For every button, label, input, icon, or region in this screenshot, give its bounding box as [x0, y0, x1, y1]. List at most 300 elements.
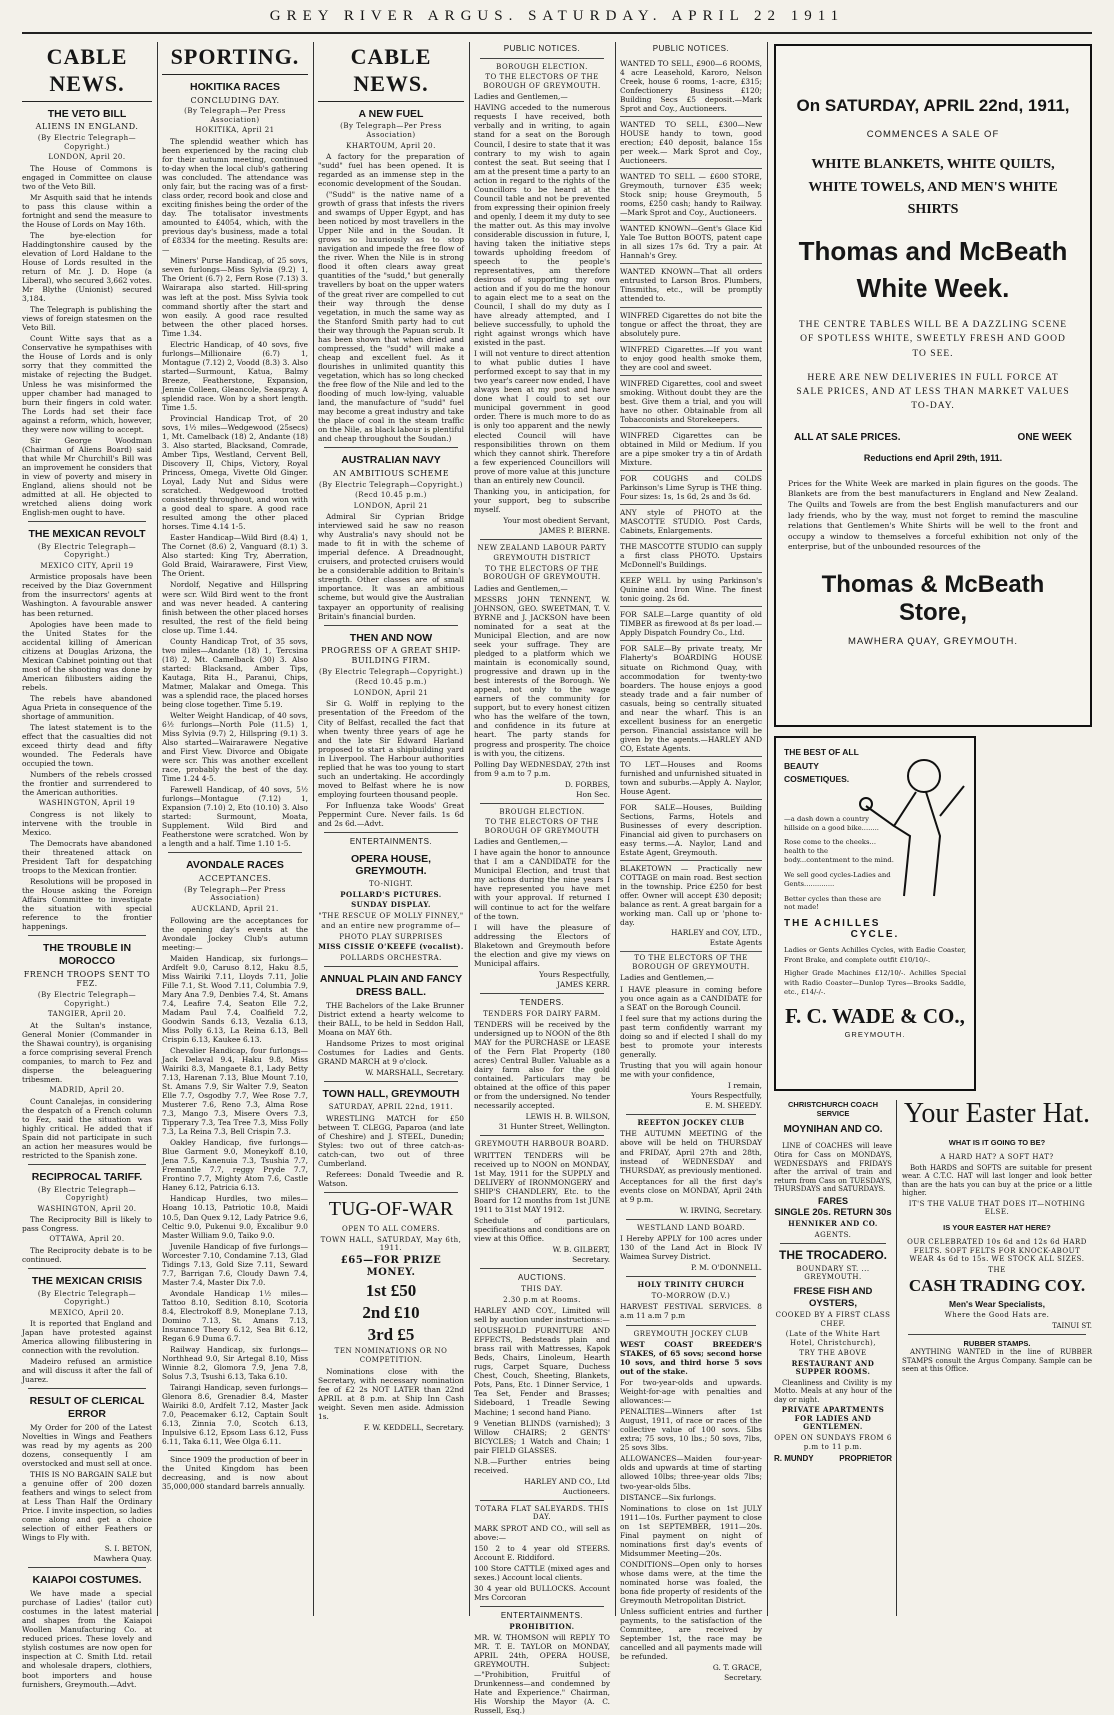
paragraph: Following are the acceptances for the opening day's events at the Avondale Jockey Club's autumn meeting:—	[162, 915, 308, 952]
notice-sub: GREYMOUTH DISTRICT	[493, 554, 591, 563]
paragraph: MARK SPROT AND CO., will sell as above:—	[474, 1523, 610, 1542]
classified-ad: WANTED KNOWN—That all orders entrusted to Larson Bros. Plumbers, Tinsmiths, etc., will be promptly attended to.	[620, 264, 762, 307]
ad-name: Your Easter Hat.	[903, 1098, 1091, 1129]
credit: (By Electric Telegraph—Copyright)	[37, 1185, 137, 1203]
headline: RESULT OF CLERICAL ERROR	[29, 1395, 145, 1421]
ad-line: R. MUNDY	[774, 1454, 814, 1464]
paragraph: Numbers of the rebels crossed the frontier and surrendered to the American authorities.	[22, 770, 152, 798]
classified-ad: WANTED KNOWN—Gent's Glace Kid Yale Toe Button BOOTS, patent cape in all sizes 17s 6d. Try a pair. At Hannah's Grey.	[620, 221, 762, 264]
ad-line: WHAT IS IT GOING TO BE?	[948, 1138, 1046, 1147]
ad-line: and an entire new programme of—	[321, 922, 461, 931]
dateline: OTTAWA, April 20.	[49, 1235, 125, 1244]
paragraph: Polling Day WEDNESDAY, 27th inst from 9 a.m to 7 p.m.	[474, 759, 610, 778]
credit: (By Telegraph—Per Press Association)	[340, 122, 442, 139]
headline: THE MEXICAN CRISIS	[31, 1274, 143, 1287]
credit: (By Electric Telegraph—Copyright.)	[37, 542, 137, 560]
masthead: GREY RIVER ARGUS. SATURDAY. APRIL 22 1911	[269, 8, 845, 24]
paragraph: I HAVE pleasure in coming before you once again as a CANDIDATE for a SEAT on the Borough Council.	[620, 984, 762, 1012]
prize-second: 2nd £10	[362, 1303, 420, 1322]
divider	[480, 1606, 604, 1607]
paragraph: ALLOWANCES—Maiden four-year-olds and upwards at time of starting allowed 10lbs; three-year olds 7lbs; two-year-olds 5lbs.	[620, 1454, 762, 1491]
ad-title-line: COSMETIQUES.	[784, 774, 850, 785]
ad-line: ALL AT SALE PRICES.	[794, 431, 901, 443]
ad-heading: ANNUAL PLAIN AND FANCY DRESS BALL.	[319, 973, 463, 999]
divider	[168, 1450, 302, 1451]
paragraph: Railway Handicap, six furlongs—Northhead 9.0, Sir Artegal 8.10, Miss Winnie 8.2, Glomora 7.9, Jena 7.8, Solus 7.3, Tsushi 6.13, Taka 6.10.	[162, 1344, 308, 1382]
paragraph: N.B.—Further entries being received.	[474, 1456, 610, 1475]
paragraph: Oakley Handicap, five furlongs—Blue Garment 9.0, Moneykoff 8.10, Jena 7.5, Kanenuia 7.3, Tsushia 7.7, Fremantle 7.7, reggy Pryde 7.7, Frontino 7.7, Mighty Atom 7.6, Castle Haney 6.12, Patricia 6.13.	[162, 1138, 308, 1193]
classified-ad: WANTED TO SELL, £300—New HOUSE handy to town, good erection; £40 deposit, balance 15s per week.— Mark Sprot and Coy., Auctioneers.	[620, 117, 762, 169]
headline: AVONDALE RACES	[186, 859, 284, 872]
ad-name: MOYNIHAN AND CO.	[783, 1124, 883, 1136]
column-public-notices-1	[474, 42, 611, 1715]
signature: Hon Sec.	[576, 789, 610, 799]
notice-title: BOROUGH ELECTION.	[496, 62, 588, 71]
ad-line: Men's Wear Specialists,	[949, 1298, 1045, 1309]
paragraph: HARVEST FESTIVAL SERVICES. 8 a.m 11 a.m 7 p.m	[620, 1302, 762, 1321]
divider	[780, 1243, 886, 1244]
headline: AUSTRALIAN NAVY	[341, 454, 441, 467]
ad-line: TOWN HALL, SATURDAY, May 6th, 1911.	[320, 1235, 462, 1253]
received: (Recd 10.45 p.m.)	[355, 678, 427, 687]
paragraph: Referees: Donald Tweedie and R. Watson.	[318, 1169, 464, 1188]
ad-title-line: BEAUTY	[784, 760, 819, 771]
paragraph: Ladies and Gentlemen,—	[474, 92, 568, 102]
divider	[28, 1567, 146, 1568]
ad-store-name: Thomas & McBeath Store,	[821, 571, 1045, 627]
ad-line: Higher Grade Machines £12/10/-. Achilles Special with Radio Coaster—Dunlop Tyres—Brooks Saddle, etc., £14/-/-.	[784, 969, 966, 997]
column-rule	[767, 42, 768, 1616]
headline: HOKITIKA RACES	[189, 80, 281, 93]
subheadline: CONCLUDING DAY.	[190, 95, 280, 105]
notice-title: HOLY TRINITY CHURCH	[637, 1280, 745, 1290]
paragraph: WRESTLING MATCH for £50 between T. CLEGG, Paparoa (and late of Cheshire) and J. STEEL, Dunedin; Styles: two out of three catch-as-catch-can, two out of three Cumberland.	[318, 1113, 464, 1168]
divider	[28, 1164, 146, 1165]
notice-title: WESTLAND LAND BOARD.	[636, 1223, 746, 1232]
ad-brand-line: CYCLE.	[850, 929, 900, 941]
ad-line: TEN NOMINATIONS OR NO COMPETITION.	[334, 1347, 448, 1364]
ad-line: Better cycles than these are not made!	[784, 894, 882, 912]
ad-line: HERE ARE NEW DELIVERIES IN FULL FORCE AT SALE PRICES, AND AT LESS THAN MARKET VALUES TO-DAY.	[796, 372, 1070, 412]
paragraph: We have made a special purchase of Ladies' (tailor cut) costumes in the latest material and shapes from the Kaiapoi Woollen Manufacturing Co. at reduced prices. These lovely and stylish costumes are now open for inspection at C. Smith Ltd. retail and wholesale drapers, clothiers, boot importers and house furnishers, Greymouth.—Advt.	[22, 1589, 152, 1689]
dateline: LONDON, April 20.	[48, 153, 126, 162]
ad-text: BLAKETOWN — Practically new COTTAGE on main road. Best section in the township. Price £250 for best offer. Owner will accept £30 deposit; balance as rent. A great bargain for a working man. Call up or 'phone to-day.	[620, 864, 762, 928]
paragraph: WEST COAST BREEDER'S STAKES, of 65 sovs; second horse 10 sovs, and third horse 5 sovs out of the stake.	[620, 1340, 762, 1377]
section-heading: ENTERTAINMENTS.	[500, 1611, 584, 1621]
notice-title: BROUGH ELECTION.	[499, 807, 585, 816]
paragraph: For two-year-olds and upwards. Weight-for-age with penalties and allowances:—	[620, 1378, 762, 1406]
paragraph: Avondale Handicap 1½ miles—Tattoo 8.10, Sedition 8.10, Scotoria 8.4, Electrokoff 8.9, Moneplane 7.13, Domino 7.13, St. Amans 7.13, Insurance Theory 6.12, Sea Bit 6.12, Regan 6.9 Duma 6.7.	[162, 1288, 308, 1343]
credit: (By Telegraph—Per Press Association)	[184, 107, 286, 124]
subheadline: ALIENS IN ENGLAND.	[35, 122, 139, 132]
column-rule	[313, 42, 314, 1616]
paragraph: It is reported that England and Japan have protested against America allowing filibustering in connection with the revolution.	[22, 1319, 152, 1356]
classified-ad: FOR SALE—By private treaty, Mr Flaherty's BOARDING HOUSE situate on Richmond Quay, with accommodation for twenty-two boarders. The house enjoys a good steady trade and a fair number of casuals, being so centrally situated and near the wharf. This is an excellent business for an energetic person. Financial assistance will be given by the agents.—HARLEY AND CO, Estate Agents.	[620, 641, 762, 756]
signature: Mawhera Quay.	[93, 1554, 152, 1564]
ad-line: IT'S THE VALUE THAT DOES IT—NOTHING ELSE.	[908, 1199, 1086, 1217]
ad-name: THE TROCADERO.	[779, 1248, 887, 1263]
paragraph: Madeiro refused an armistice and will discuss it after the fall of Juarez.	[22, 1357, 152, 1385]
notice-title: GREYMOUTH HARBOUR BOARD.	[474, 1140, 610, 1149]
paragraph: HARLEY AND COY., Limited will sell by auction under instructions:—	[474, 1306, 610, 1325]
signature: HARLEY AND CO., Ltd	[524, 1476, 610, 1486]
ad-line: —a dash down a country hillside on a good bike........	[784, 814, 879, 832]
column-title: SPORTING.	[162, 44, 308, 75]
credit: (By Electric Telegraph—Copyright.)	[37, 1289, 137, 1307]
ad-line: PROPRIETOR	[839, 1454, 892, 1464]
ad-address: GREYMOUTH.	[844, 1029, 906, 1039]
signature: JAMES KERR.	[556, 979, 610, 989]
paragraph: Handicap Hurdles, two miles—Hoang 10.13, Patriotic 10.8, Maidi 10.5, Dan Quex 9.12, Lady Patrice 9.6, Celtic 9.0, Pukenui 9.0, Excalibur 9.0 Master William 9.0, Taiko 9.0.	[162, 1194, 308, 1240]
paragraph: Nominations to close on 1st JULY 1911—10s. Further payment to close on 1st SEPTEMBER, 1911—20s. Final payment on night of nominations first day's events of Midsummer Meeting—20s.	[620, 1503, 762, 1558]
column-cable-news-1	[22, 42, 152, 1689]
signature: I remain,	[727, 1080, 762, 1090]
paragraph: The latest statement is to the effect that the casualties did not exceed thirty dead and fifty wounded. The Federals have occupied the town.	[22, 722, 152, 768]
signature: JAMES P. BIERNE.	[539, 525, 610, 535]
credit: (By Electric Telegraph—Copyright.)	[319, 667, 463, 676]
divider	[480, 1268, 604, 1269]
ad-line: FARES	[817, 1195, 848, 1206]
notice-sub: TO THE ELECTORS OF THE BOROUGH OF GREYMOUTH.	[632, 954, 750, 971]
dateline: WASHINGTON, April 19	[38, 799, 136, 808]
paragraph: The Democrats have abandoned their threatened attack on President Taft for despatching troops to the Mexican frontier.	[22, 838, 152, 875]
column-sporting	[162, 42, 308, 1616]
classified-ad: KEEP WELL by using Parkinson's Quinine and Iron Wine. The finest tonic going. 2s 6d.	[620, 573, 762, 607]
dateline: TANGIER, April 20.	[47, 1010, 127, 1019]
divider	[626, 1276, 756, 1277]
paragraph: MR. W. THOMSON will REPLY TO MR. T. E. TAYLOR on MONDAY, APRIL 24th, OPERA HOUSE, GREYMOUTH. Subject:—"Prohibition, Fruitful of Drunkenness—and condemned by Hate and Experience." Chairman, His Worship the Mayor (A. C. Russell, Esq.)	[474, 1633, 610, 1715]
section-heading: PUBLIC NOTICES.	[503, 44, 581, 53]
paragraph: Ladies and Gentlemen,—	[620, 973, 714, 983]
notice-sub: TO THE ELECTORS OF THE BOROUGH OF GREYMOUTH.	[483, 564, 601, 582]
figure-fist	[860, 798, 872, 810]
ad-name: F. C. WADE & CO.,	[785, 1003, 965, 1028]
paragraph: Handsome Prizes to most original Costumes for Ladies and Gents. GRAND MARCH at 9 o'clock.	[318, 1039, 464, 1067]
column-public-notices-2	[620, 42, 762, 1683]
paragraph: Tairangi Handicap, seven furlongs—Glenora 8.6, Grenadier 8.4, Master Wairiki 8.0, Ardfelt 7.12, Master Jack 7.0, Peacemaker 6.12, Captain Soult 6.13, Zinnia 7.0, Scotch 6.13, Inpulsive 6.12, Epsom Lass 6.12, Fuss 6.11, Taka 6.11, Wee Olga 6.11.	[162, 1383, 308, 1447]
paragraph: Both HARDS and SOFTS are suitable for present wear. A C.T.C. HAT will last longer and look better than are the hats you can buy at the price or a little higher.	[902, 1163, 1092, 1198]
ad-heading: TOWN HALL, GREYMOUTH	[322, 1088, 460, 1101]
paragraph: Ladies and Gentlemen,—	[474, 837, 568, 847]
ad-title-line: THE BEST OF ALL	[784, 747, 859, 757]
dateline: MEXICO, April 20.	[49, 1308, 125, 1317]
paragraph: Miners' Purse Handicap, of 25 sovs, seven furlongs—Miss Sylvia (9.2) 1, The Orient (6.7) 2, Fern Rose (7.13) 3. Wairarapa also started. Hill-spring was left at the post. Miss Sylvia took command shortly after the start and won easily. A good race resulted between the other placed horses. Time 1.34.	[162, 256, 308, 338]
divider	[324, 625, 458, 626]
column-title: CABLE NEWS.	[22, 44, 152, 102]
paragraph: Cleanliness and Civility is my Motto. Meals at any hour of the day or night.	[774, 1378, 892, 1404]
paragraph: The bye-election for Haddingtonshire caused by the elevation of Lord Haldane to the House of Lords resulted in the return of Mr. J. D. Hope (a Liberal), who secured 3,662 votes. Mr Blythe (Unionist) secured 3,184.	[22, 231, 152, 304]
ad-name: Thomas and McBeath White Week.	[798, 236, 1068, 303]
signature: Your most obedient Servant,	[503, 515, 610, 525]
ad-line: SATURDAY, APRIL 22nd, 1911.	[328, 1103, 454, 1112]
paragraph: Schedule of particulars, specifications and conditions are on view at this Office.	[474, 1216, 610, 1244]
paragraph: HOUSEHOLD FURNITURE AND EFFECTS, Bedsteads plain and brass rail with Mattresses, Kapok Beds, Chairs, Linoleum, Hearth rugs, Carpet Square, Duchess Chest, Couch, Sheeting, Blankets, Pots, Pans, Etc. 1 Dinner Service, 1 Tea Set, Fender and Brasses; Sideboard, 1 Treadle Sewing Machine; 1 second hand Piano.	[474, 1326, 610, 1417]
ad-line: HENNIKER AND CO.	[788, 1219, 878, 1229]
paragraph: CONDITIONS—Open only to horses whose dams were, at the time the nominated horse was foaled, the bona fide property of residents of the Greymouth Metropolitan District.	[620, 1559, 762, 1605]
ad-line: POLLARDS ORCHESTRA.	[340, 953, 442, 962]
paragraph: Armistice proposals have been received by the Diaz Government from the insurrectors' agents at Washington. A favourable answer has been returned.	[22, 572, 152, 618]
paragraph: Welter Weight Handicap, of 40 sovs, 6½ furlongs—North Pole (11.5) 1, Miss Sylvia (9.7) 2, Hillspring (9.1) 3. Also started—Wairarawere Negative and First View. Divorce and Obigate were scr. This was another excellent race, probably the best of the day. Time 1.24 4-5.	[162, 710, 308, 784]
paragraph: I will not venture to direct attention to what public duties I have performed except to say that in my two year's career now ended, I have always been at my post and have done what I could to set our municipal government in good order. There is much more to do as is only too apparent and the newly elected Council will have responsibilities thrown on them which they cannot shirk. Therefore a few experienced Councillors will prove of more value at this juncture than an entirely new Council.	[474, 349, 611, 485]
section-heading: ENTERTAINMENTS.	[349, 836, 433, 846]
paragraph: THE Bachelors of the Lake Brunner District extend a hearty welcome to their BALL, to be held in Seddon Hall, Moana on MAY 6th.	[318, 1001, 464, 1038]
ad-body: Prices for the White Week are marked in plain figures on the goods. The Blankets are from the best manufacturers in England and New Zealand. The Quilts and Towels are from the best English manufacturers and our lady friends, who by the way, must not forget to remind the masculine relations that Gentlemen's White Shirts will be well to the front and occupy a window to themselves a forceful exhibition not only of the enterprise, but of the unbounded resources of the	[788, 478, 1078, 552]
ad-line: We sell good cycles-Ladies and Gents..............	[784, 870, 891, 888]
divider	[480, 58, 604, 59]
credit: (By Electric Telegraph—Copyright.)	[37, 134, 137, 151]
ad-line: SINGLE 20s. RETURN 30s	[774, 1206, 892, 1218]
signature: Auctioneers.	[562, 1486, 610, 1496]
paragraph: Resolutions will be proposed in the House asking the Foreign Affairs Committee to investigate the situation with special reference to the frontier happenings.	[22, 876, 152, 932]
section-heading: AUCTIONS.	[517, 1273, 567, 1283]
classified-ad: FOR SALE—Houses, Building Sections, Farms, Hotels and Businesses of every description. Financial aid given to purchasers on easy terms.—A. Naylor, Land and Estate Agent, Greymouth.	[620, 800, 762, 861]
paragraph: 100 Store CATTLE (mixed ages and sexes.) Account local clients.	[474, 1563, 610, 1582]
classified-ad: WINFRED Cigarettes do not bite the tongue or affect the throat, they are absolutely pure.	[620, 308, 762, 342]
paragraph: Unless sufficient entries and further payments, to the satisfaction of the Committee, are received by September 1st, the race may be cancelled and all payments made will be refunded.	[620, 1606, 762, 1662]
signature: Secretary.	[724, 1673, 762, 1683]
paragraph: The House of Commons is engaged in Committee on clause two of the Veto Bill.	[22, 163, 152, 191]
paragraph: WRITTEN TENDERS will be received up to NOON on MONDAY, 1st May, 1911 for the SUPPLY and DELIVERY of IRONMONGERY and SHIP'S CHANDLERY, Etc. to the Board for 12 months from 1st JUNE 1911 to 31st MAY 1912.	[474, 1150, 610, 1215]
ad-line: POLLARD'S PICTURES.	[340, 889, 442, 899]
ad-brand-line: THE ACHILLES	[784, 918, 881, 930]
ad-line: AGENTS.	[814, 1230, 852, 1239]
signature: 31 Hunter Street, Wellington.	[498, 1122, 610, 1132]
ad-line: RESTAURANT AND SUPPER ROOMS.	[791, 1358, 875, 1377]
ad-line: SUNDAY DISPLAY.	[351, 900, 431, 910]
ad-line: OUR CELEBRATED 10s 6d and 12s 6d HARD FELTS. SOFT FELTS FOR KNOCK-ABOUT WEAR 4s 6d to 15s. WE STOCK ALL SIZES.	[907, 1238, 1087, 1264]
masthead-rule	[22, 32, 1092, 34]
headline: KAIAPOI COSTUMES.	[32, 1574, 142, 1587]
ad-line: FRESE FISH AND OYSTERS,	[793, 1285, 873, 1309]
column-cable-news-2	[318, 42, 464, 1616]
classified-ad: WANTED TO SELL — £600 STORE, Greymouth, turnover £35 week; Stock snip; house Greymouth, 5 rooms, £250 cash; handy to Railway.—Mark Sprot and Coy., Auctioneers.	[620, 169, 762, 221]
paragraph: Mr Asquith said that he intends to pass this clause within a fortnight and send the measure to the House of Lords on May 16th.	[22, 192, 152, 229]
column-rule	[469, 42, 470, 1616]
subheadline: FRENCH TROOPS SENT TO FEZ.	[23, 969, 151, 989]
paragraph: 150 2 to 4 year old STEERS. Account E. Riddiford.	[474, 1543, 610, 1562]
subheadline: AN AMBITIOUS SCHEME	[332, 468, 450, 478]
prize-total: £65—FOR PRIZE MONEY.	[340, 1254, 442, 1279]
section-heading: TENDERS.	[519, 997, 565, 1007]
divider	[324, 832, 458, 833]
prize-third: 3rd £5	[367, 1324, 415, 1344]
prize-first: 1st £50	[365, 1281, 417, 1301]
divider	[324, 966, 458, 967]
paragraph: Electric Handicap, of 40 sovs, five furlongs—Millionaire (6.7) 1, Montague (7.12) 2, Voodd (8.3) 3. Also started—Surmount, Katua, Balmy Breeze, Featherstone, Expansion, Jennie Colleen, Gleancole, Seaspray. A splendid race. Won by a short length. Time 1.5.	[162, 339, 308, 412]
paragraph: Chevalier Handicap, four furlongs—Jack Delaval 9.4, Haku 9.8, Miss Wairiki 8.3, Mangaete 8.1, Lady Betty 7.13, Harenan 7.13, Blue Mount 7.10, St. Amans 7.9, Sir Walter 7.9, Seaton Elle 7.7, Osgodby 7.7, Wee Rose 7.7, Musterer 7.6, Reno 7.3, Alma Rose 7.3, Mango 7.3, Misere Overs 7.3, Tipperary 7.3, Tea Tree 7.3, Miss Folly 7.3, La Reina 7.3, Bell Crispin 7.3.	[162, 1045, 308, 1137]
paragraph: 9 Venetian BLINDS (varnished); 3 Willow CHAIRS; 2 GENTS' BICYCLES; 1 Watch and Chain; 1 pair FIELD GLASSES.	[474, 1418, 610, 1455]
ad-line: MISS CISSIE O'KEEFE (vocalist).	[318, 942, 464, 952]
paragraph: ("Sudd" is the native name of a growth of grass that infests the rivers and swamps of Upper Egypt, and has been noticed by most travellers in the Upper Nile and in the Soudan. It grows so luxuriously as to stop navigation and impede the free flow of the river. When the Nile is in strong flood it often clears away great quantities of the "sudd," but generally travellers by boat on the upper waters of the great river are compelled to cut their way through the dense vegetation, in much the same way as the Stanford Smith party had to cut their way through the Papuan scrub. It has been shown that when dried and compressed, the "sudd" will make a cheap and excellent fuel. As it flourishes in unlimited quantity this vegetation, which has so long checked the free flow of the Nile and led to the flooding of much low-lying, valuable land, the manufacture of "sudd" fuel may become a great industry and take the place of coal in the steam traffic on the Nile, as black labour is plentiful and cheap throughout the Soudan.)	[318, 190, 464, 444]
subheadline: ACCEPTANCES.	[198, 874, 272, 884]
signature: S. I. BETON,	[104, 1544, 152, 1554]
divider	[480, 1500, 604, 1501]
divider	[28, 935, 146, 936]
coach-trocadero-column	[774, 1100, 892, 1616]
paragraph: The Reciprocity Bill is likely to pass Congress.	[22, 1215, 152, 1234]
paragraph: I feel sure that my actions during the past term confidently warrant my doing so and if elected I shall do my best to promote your interests generally.	[620, 1013, 762, 1059]
dateline: MEXICO CITY, April 19	[40, 561, 134, 570]
ad-line: THE CENTRE TABLES WILL BE A DAZZLING SCENE OF SPOTLESS WHITE, SWEETLY FRESH AND GOOD TO SEE.	[798, 320, 1068, 359]
paragraph: Count Canalejas, in considering the despatch of a French column to Fez, said the situation was highly critical. He added that if Spain did not participate in such an action her measures would be restricted to the Spanish zone.	[22, 1096, 152, 1160]
column-title: CABLE NEWS.	[318, 44, 464, 102]
ad-line: A HARD HAT? A SOFT HAT?	[940, 1153, 1054, 1162]
dateline: MADRID, April 20.	[49, 1085, 125, 1094]
ad-line: THE	[988, 1265, 1006, 1274]
divider	[480, 1135, 604, 1136]
divider	[168, 852, 302, 853]
easter-hat-ad	[902, 1100, 1092, 1616]
paragraph: A factory for the preparation of "sudd" fuel has been opened. It is regarded as an immense step in the economic development of the Soudan.	[318, 152, 464, 189]
ad-line: OPEN ON SUNDAYS FROM 6 p.m to 11 p.m.	[774, 1434, 892, 1451]
classified-ad: TO LET—Houses and Rooms furnished and unfurnished situated in town and suburbs.—Apply A. Naylor, House Agent.	[620, 757, 762, 800]
notice-title: TOTARA FLAT SALEYARDS. THIS DAY.	[475, 1504, 609, 1522]
section-heading: PUBLIC NOTICES.	[652, 44, 730, 53]
ad-line: Where the Good Hats are.	[944, 1311, 1050, 1320]
signature: D. FORBES,	[564, 779, 610, 789]
divider	[480, 803, 604, 804]
divider	[626, 1114, 756, 1115]
classified-ad: FOR COUGHS and COLDS Parkinson's Lime Syrup is THE thing. Four sizes: 1s, 1s 6d, 2s and 3s 6d.	[620, 471, 762, 505]
divider	[324, 1192, 458, 1193]
divider	[28, 521, 146, 522]
paragraph: 30 4 year old BULLOCKS. Account Mrs Corcoran	[474, 1584, 610, 1603]
headline: A NEW FUEL	[358, 107, 424, 120]
signature: G. T. GRACE,	[712, 1663, 762, 1673]
signature: F. W. KEDDELL, Secretary.	[363, 1422, 464, 1432]
signature: E. M. SHEEDY.	[705, 1100, 762, 1110]
divider	[28, 1268, 146, 1269]
notice-sub: TO THE ELECTORS OF THE BOROUGH OF GREYMOUTH	[484, 818, 600, 835]
classified-ad: WINFRED Cigarettes can be obtained in Mild or Medium. If you are a pipe smoker try a tin of Ardath Mixture.	[620, 428, 762, 471]
ad-line: OPEN TO ALL COMERS.	[341, 1225, 441, 1234]
paragraph: My Order for 200 of the Latest Novelties in Wings and Feathers was read by my agents as 200 dozens, consequently I am overstocked and must sell at once.	[22, 1422, 152, 1469]
paragraph: Nordolf, Negative and Hillspring were scr. Wild Bird went to the front and was never headed. A cantering finish between the other placed horses resulted, the rest of the field being close up. Time 1.44.	[162, 580, 308, 635]
column-rule	[157, 42, 158, 1616]
divider	[480, 539, 604, 540]
column-rule	[896, 1100, 897, 1616]
divider	[908, 1334, 1086, 1335]
subheadline: PROGRESS OF A GREAT SHIP-BUILDING FIRM.	[321, 646, 461, 666]
divider	[626, 1325, 756, 1326]
signature: Estate Agents	[709, 938, 762, 948]
figure-body	[866, 786, 964, 896]
notice-title: NEW ZEALAND LABOUR PARTY	[477, 543, 607, 552]
signature: W. MARSHALL, Secretary.	[365, 1068, 464, 1078]
paragraph: I Hereby APPLY for 100 acres under 130 of the Land Act in Block IV Waimea Survey District.	[620, 1234, 762, 1262]
ad-line: PHOTO PLAY SURPRISES	[339, 932, 443, 941]
ad-line: "THE RESCUE OF MOLLY FINNEY,"	[318, 911, 464, 920]
paragraph: Nominations close with the Secretary, with necessary nomination fee of £2 2s NOT LATER than 22nd APRIL at 8 p.m. at Ship Inn Cash weight. Seven men aside. Admission 1s.	[318, 1366, 464, 1421]
ad-heading: OPERA HOUSE, GREYMOUTH.	[350, 852, 432, 878]
figure-head	[908, 760, 940, 792]
paragraph: Since 1909 the production of beer in the United Kingdom has been decreasing, and is now about 35,000,000 standard barrels annually.	[162, 1455, 308, 1492]
paragraph: ANYTHING WANTED in the line of RUBBER STAMPS consult the Argus Company. Sample can be seen at this Office.	[902, 1348, 1092, 1374]
dateline: WASHINGTON, April 20.	[37, 1204, 137, 1213]
classified-ad: WINFRED Cigarettes.—If you want to enjoy good health smoke them, they are cool and sweet.	[620, 342, 762, 376]
signature: W. B. GILBERT,	[552, 1245, 610, 1255]
mcbeath-white-week-ad	[774, 44, 1092, 727]
paragraph: TENDERS will be received by the undersigned up to NOON of the 8th MAY for the PURCHASE or LEASE of the Fern Flat Property (180 acres) Central Buller. Valuable as a dairy farm also for the gold contained. Particulars may be obtained at the office of this paper or from the undersigned. No tender necessarily accepted.	[474, 1020, 610, 1111]
signature: Yours Respectfully,	[539, 969, 610, 979]
cyclist-illustration	[854, 746, 972, 916]
paragraph: Farewell Handicap, of 40 sovs, 5½ furlongs—Montague (7.12) 1, Expansion (7.10) 2, Eto (10.10) 3. Also started: Surmount, Moata, Supplement. Wild Bird and Featherstone were scratched. Won by a length and a half. Time 1.10 1-5.	[162, 785, 308, 849]
classified-ad: WINFRED Cigarettes, cool and sweet smoking. Without doubt they are the best. Give them a trial, and you will have no other. Obtainable from all Tobacconists and Storekeepers.	[620, 376, 762, 428]
signature: W. IRVING, Secretary.	[679, 1205, 762, 1215]
ad-heading: RUBBER STAMPS.	[963, 1339, 1031, 1349]
paragraph: The Telegraph is publishing the views of foreign statesmen on the Veto Bill.	[22, 305, 152, 333]
notice-title: REEFTON JOCKEY CLUB	[637, 1117, 745, 1127]
headline: THE TROUBLE IN MOROCCO	[42, 942, 132, 967]
paragraph: Ladies and Gentlemen,—	[474, 583, 568, 593]
notice-title: GREYMOUTH JOCKEY CLUB	[633, 1329, 749, 1338]
paragraph: Admiral Sir Cyprian Bridge interviewed said he saw no reason why Australia's navy should not be made to fit in with the scheme of imperial defence. A Dreadnought, cruisers, and protected cruisers would be a considerable addition to Britain's strength. Other classes are of small importance. It was an ambitious scheme, but would give the Australian taxpayer an opportunity of realising Britain's financial burden.	[318, 512, 464, 621]
ad-line: TO-NIGHT.	[369, 880, 413, 889]
paragraph: THE AUTUMN MEETING of the above will be held on THURSDAY and FRIDAY, April 27th and 28th, instead of WEDNESDAY and THURSDAY, as previously mentioned.	[620, 1129, 762, 1175]
signature: LEWIS H. B. WILSON,	[525, 1112, 610, 1122]
divider	[626, 1219, 756, 1220]
headline: THE MEXICAN REVOLT	[28, 527, 146, 540]
classified-ad	[620, 861, 762, 952]
credit: (By Electric Telegraph—Copyright.)	[37, 991, 137, 1008]
ad-items: WHITE BLANKETS, WHITE QUILTS, WHITE TOWELS, AND MEN'S WHITE SHIRTS	[808, 157, 1058, 218]
headline: RECIPROCAL TARIFF.	[31, 1170, 143, 1183]
divider	[324, 1081, 458, 1082]
column-rule	[615, 42, 616, 1616]
paragraph: THIS IS NO BARGAIN SALE but a genuine offer of 200 dozen feathers and wings to select from at Less Than Half the Ordinary Price. I invite inspection, so ladies come along and get a choice selection of either Feathers or Wings to Fly with.	[22, 1470, 152, 1543]
dateline: KHARTOUM, April 20.	[346, 141, 436, 150]
paragraph: I will have the pleasure of addressing the Electors of Blaketown and Greymouth before the election and give my views on Municipal affairs.	[474, 922, 610, 968]
paragraph: Easter Handicap—Wild Bird (8.4) 1, The Cornet (8.6) 2, Vanguard (8.1) 3. Also started: King Try, Aberration, Gold Braid, Wairarawere, First View, The Orient.	[162, 533, 308, 579]
ad-line: BOUNDARY ST. ... GREYMOUTH.	[796, 1264, 870, 1282]
divider	[28, 1388, 146, 1389]
dateline: LONDON, April 21	[353, 688, 429, 697]
signature: Secretary.	[572, 1255, 610, 1265]
notice-sub: TO THE ELECTORS OF THE BOROUGH OF GREYMOUTH.	[483, 73, 601, 90]
paragraph: Count Witte says that as a Conservative he sympathises with the House of Lords and is only sorry that they committed the mistake of rejecting the Budget. Unless he was misinformed the upper chamber had managed to burn their fingers in cold water. The Lords had set their face against a reform, which, however, they were now willing to accept.	[22, 334, 152, 434]
classified-ad: WANTED TO SELL, £900—6 ROOMS, 4 acre Leasehold, Karoro, Nelson Creek, house 6 rooms, 1-acre, £315; Confectionery Business £120; Building Secs £5 deposit.—Mark Sprot and Coy., Auctioneers.	[620, 56, 762, 117]
paragraph: Juvenile Handicap of five furlongs—Worcester 7.10, Condamine 7.13, Glad Tidings 7.13, Gold Size 7.11, Seward 7.7, Barrigan 7.6, Cloudy Dawn 7.4, Master 7.4, Master Dix 7.0.	[162, 1241, 308, 1287]
classified-ad: ANY style of PHOTO at the MASCOTTE STUDIO. Post Cards, Cabinets, Enlargements.	[620, 505, 762, 539]
paragraph: County Handicap Trot, of 35 sovs, two miles—Andante (18) 1, Tercsina (18) 2, Mt. Camelback (30) 3. Also started: Blacksand, Amber Tips, Kautaga, Rita H., Paranui, Chips, Matmer, Malakar and Omega. This was a splendid race, the placed horses being close together. Time 5.19.	[162, 636, 308, 709]
paragraph: Thanking you, in anticipation, for your support, beg to subscribe myself.	[474, 486, 610, 514]
ad-heading: CHRISTCHURCH COACH SERVICE	[788, 1100, 878, 1119]
notice-sub: 2.30 p.m at Rooms.	[503, 1295, 581, 1304]
ad-line: ONE WEEK	[1017, 431, 1072, 443]
credit: (By Electric Telegraph—Copyright.)	[319, 480, 463, 489]
ad-row	[774, 1454, 892, 1464]
paragraph: I have again the honor to announce that I am a CANDIDATE for the Municipal Election, and trust that my actions during the nine years I have represented you have met with your approval. If returned I will continue to act for the welfare of the town.	[474, 848, 610, 921]
paragraph: HAVING acceded to the numerous requests I have received, both verbally and in writing, to again stand for a seat on the Borough Council, I desire to state that it was contrary to my wish to again contest the seat. But seeing that I am at the present time a party to an action in regard to the rights of the Councillors to be heard at the Council table and not be prevented from expressing their opinion freely and openly, I deem it my duty to see the matter out. As this may involve considerable discussion in future, I, having taken the initiative steps towards upholding freedom of speech to the people's representatives, am therefore desirous of supporting my own action and if you do me the honour to again elect me to a seat on the Council, I shall do my duty as I have already attempted, and I believe successfully, to uphold the right against wrongs which have existed in the past.	[474, 103, 610, 348]
ad-line: Ladies or Gents Achilles Cycles, with Eadie Coaster, Front Brake, and complete outfit £10/10/-.	[784, 946, 966, 964]
ad-line: IS YOUR EASTER HAT HERE?	[943, 1222, 1051, 1232]
ad-brand	[784, 918, 966, 940]
paragraph: MESSRS JOHN TENNENT, W. JOHNSON, GEO. SWEETMAN, T. V. BYRNE and J. JACKSON have been nominated for a seat at the Municipal Election, and are now seek your suffrage. They are pledged to a platform which we maintain is economically sound, progressive and drawn up in the best interests of the Borough. We appeal, not only to the wage earners of the community for support, but to every honest citizen who has the welfare of the town, and confidence in its future at heart. The party stands for progress and prosperity. The choice is with you, the citizens.	[474, 595, 610, 758]
ad-line: TRY THE ABOVE	[799, 1349, 867, 1358]
paragraph: The rebels have abandoned Agua Prieta in consequence of the shortage of ammunition.	[22, 693, 152, 721]
notice-title: TENDERS FOR DAIRY FARM.	[483, 1009, 601, 1018]
headline: THE VETO BILL	[47, 107, 127, 120]
classified-ad: FOR SALE—Large quantity of old TIMBER as firewood at 8s per load.—Apply Dispatch Foundry Co., Ltd.	[620, 607, 762, 641]
ad-line: PRIVATE APARTMENTS FOR LADIES AND GENTLEMEN.	[781, 1405, 885, 1432]
notice-title: PROHIBITION.	[509, 1621, 575, 1631]
ad-line: COOKED BY A FIRST CLASS CHEF.	[775, 1311, 891, 1328]
paragraph: Apologies have been made to the United States for the accidental killing of American citizens at Douglas Arizona, the Mexican Cabinet pointing out that most of the shooting was done by American filibusters aiding the rebels.	[22, 619, 152, 692]
paragraph: Sir George Woodman (Chairman of Aliens Board) said that while Mr Churchill's Bill was an improvement he considers that in view of poverty and misery in England, aliens should not be admitted at all. He objected to wretched aliens doing work English-men ought to have.	[22, 435, 152, 517]
divider	[324, 447, 458, 448]
credit: (By Telegraph—Per Press Association)	[184, 885, 286, 903]
ad-line: (Late of the White Hart Hotel, Christchurch),	[785, 1330, 881, 1347]
